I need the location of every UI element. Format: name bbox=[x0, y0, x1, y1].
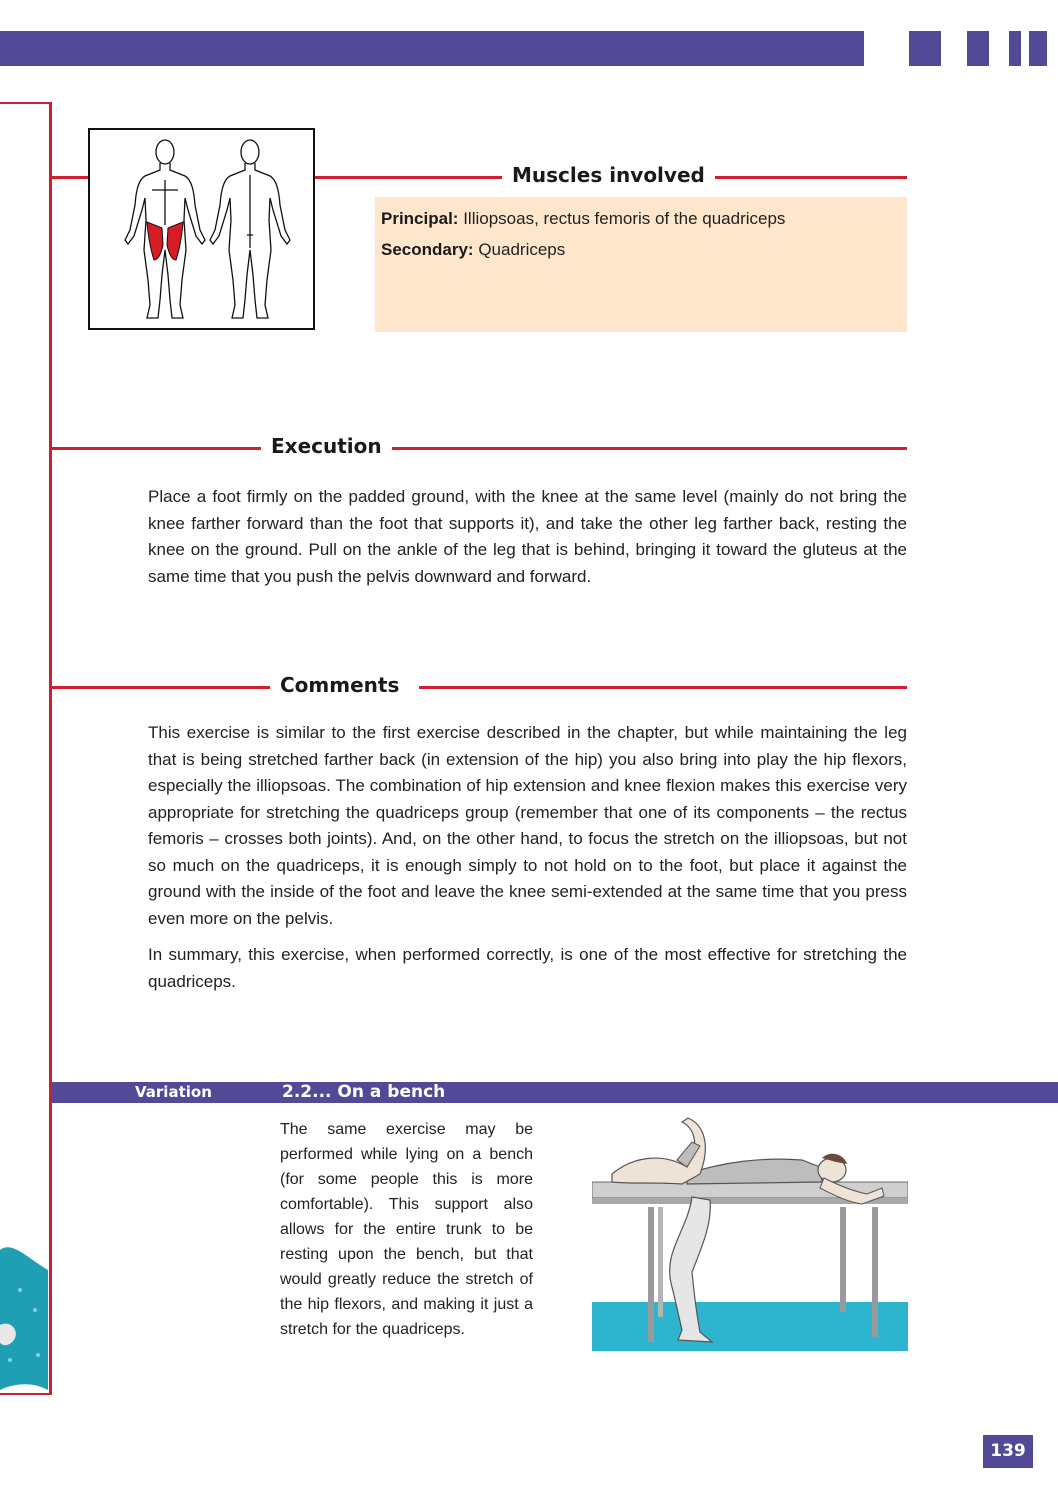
execution-rule bbox=[52, 447, 907, 450]
muscles-rule-left bbox=[52, 176, 88, 179]
muscles-heading: Muscles involved bbox=[502, 163, 715, 187]
execution-heading: Execution bbox=[261, 434, 392, 458]
variation-label: Variation bbox=[135, 1083, 212, 1101]
muscles-info-box bbox=[375, 197, 907, 332]
header-square-4 bbox=[1029, 31, 1047, 66]
page-number: 139 bbox=[983, 1435, 1033, 1468]
anatomy-diagram bbox=[88, 128, 315, 330]
secondary-value: Quadriceps bbox=[478, 240, 566, 259]
principal-label: Principal: bbox=[381, 209, 459, 228]
header-band bbox=[0, 31, 864, 66]
bench-stretch-illustration bbox=[592, 1112, 908, 1351]
comments-paragraph-2: In summary, this exercise, when performed correctly, is one of the most effective for stretching the quadriceps. bbox=[148, 945, 907, 991]
header-square-2 bbox=[967, 31, 989, 66]
header-square-3 bbox=[1009, 31, 1021, 66]
comments-rule bbox=[52, 686, 907, 689]
body-outline-icon bbox=[90, 130, 313, 328]
execution-paragraph: Place a foot firmly on the padded ground, with the knee at the same level (mainly do not bring the knee farther forward than the foot that supports it), and take the other leg farther back, resting the knee on the ground. Pull on the ankle of the leg that is behind, bringing it toward the gluteus at the same time that you push the pelvis downward and forward. bbox=[148, 487, 907, 586]
frame-top-edge bbox=[0, 102, 52, 104]
comments-heading: Comments bbox=[270, 673, 419, 697]
secondary-label: Secondary: bbox=[381, 240, 474, 259]
variation-text: The same exercise may be performed while lying on a bench (for some people this is more comfortable). This support also allows for the entire trunk to be resting upon the bench, but that would greatly reduce the stretch of the hip flexors, and making it just a stretch for the quadriceps. bbox=[280, 1121, 533, 1338]
principal-line bbox=[381, 203, 901, 234]
comments-paragraph-1: This exercise is similar to the first exercise described in the chapter, but while maintaining the leg that is being stretched farther back (in extension of the hip) you also bring into play the hip flexors, especially the illiopsoas. The combination of hip extension and knee flexion makes this exercise very appropriate for stretching the quadriceps group (remember that one of its components – the rectus femoris – crosses both joints). And, on the other hand, to focus the stretch on the illiopsoas, but not so much on the quadriceps, it is enough simply to not hold on to the foot, but place it against the ground with the inside of the foot and leave the knee semi-extended at the same time that you press even more on the pelvis. bbox=[148, 723, 907, 928]
frame-left-border bbox=[49, 102, 52, 1395]
header-square-1 bbox=[909, 31, 941, 66]
execution-text bbox=[148, 484, 907, 590]
secondary-line bbox=[381, 234, 901, 265]
principal-value: Illiopsoas, rectus femoris of the quadriceps bbox=[463, 209, 786, 228]
comments-text bbox=[148, 720, 907, 995]
variation-title: 2.2... On a bench bbox=[282, 1082, 446, 1102]
floor-photo-fragment bbox=[0, 1230, 50, 1395]
